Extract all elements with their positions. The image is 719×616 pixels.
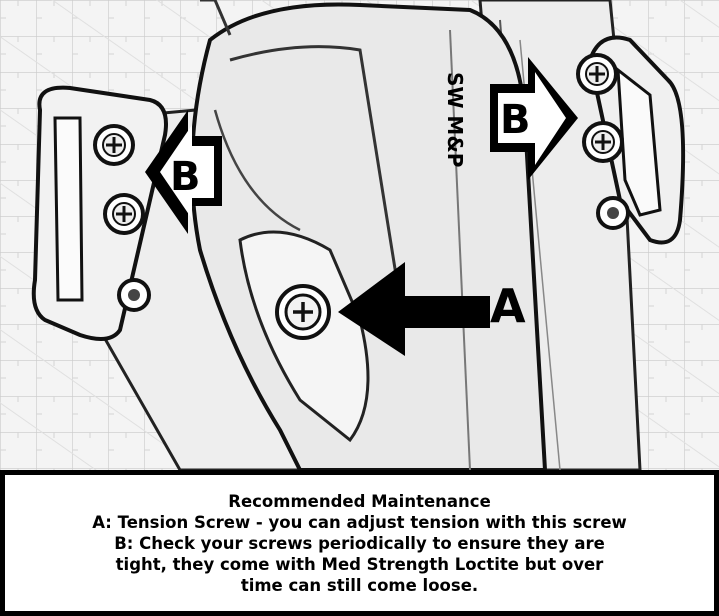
caption-line-b1: B: Check your screws periodically to ensure they are: [114, 533, 605, 553]
screw-left-middle: [105, 195, 143, 233]
caption-line-b2: tight, they come with Med Strength Loctite but over: [115, 554, 604, 574]
maintenance-caption-box: [0, 470, 719, 616]
engraving-text: SW M&P: [443, 72, 467, 168]
caption-title: Recommended Maintenance: [228, 491, 491, 511]
screw-left-top: [95, 126, 133, 164]
callout-b-right-label: B: [500, 97, 531, 143]
caption-line-b3: time can still come loose.: [240, 575, 479, 595]
callout-a-label: A: [490, 279, 526, 333]
callout-b-left-label: B: [170, 154, 201, 200]
screw-right-middle: [584, 123, 622, 161]
caption-line-a: A: Tension Screw - you can adjust tension with this screw: [92, 512, 627, 532]
screw-hole-left-bottom: [119, 280, 149, 310]
screw-right-top: [578, 55, 616, 93]
tension-screw: [277, 286, 329, 338]
screw-hole-right-bottom: [598, 198, 628, 228]
